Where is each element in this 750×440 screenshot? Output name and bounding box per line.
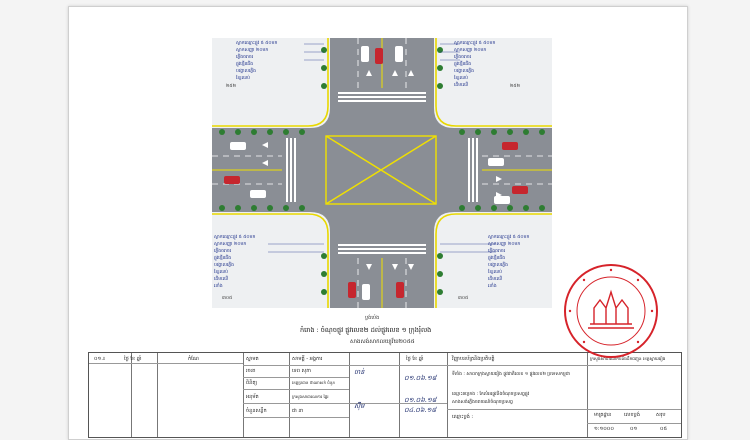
callout: ខ្សែឈប់ [236,76,250,81]
project-line: ឈ្មោះគម្រោង : កែលំអរផ្លូវនិងចំណុចប្រសព្វផ្លូវ [452,392,530,397]
date-entry: ០៤.០៦.១៨ [404,406,437,414]
project-line: ទីតាំង : សាលាក្រុងស្វាយរៀង ផ្លូវជាតិលេខ ១ ផ្លូវលេខ២ ប្រទេសកម្ពុជា [452,372,571,377]
role-label: ពិនិត្យ [246,380,258,386]
drawing-subtitle: សាងសង់សាកលយ្យុវ័យ២០៥៥ [350,339,415,345]
role-label: ចំនួនសន្លឹក [246,408,267,414]
callout: ដើមឈើ [214,277,229,282]
callout-list-bottom-right [488,234,529,290]
callout: ស្លាកសញ្ញា ២០មក [214,242,247,247]
sheet-no-label: លេខប្លង់ [624,412,640,418]
callout: ស្លាកសញ្ញា ២០មក [236,48,269,53]
project-header: វិញ្ញាបនប័ត្រនិងប្រតិបត្តិ [452,356,495,362]
role-label: រចនា [246,368,256,374]
callout-list-top-left [236,40,277,82]
project-line: សាងសង់ភ្លើងចរាចរណ៍ចំណុចប្រសព្វ [452,400,513,405]
name-entry: ខេត្តប្រធាន ថាណាសក់ ចំនួន [292,380,335,385]
callout: ស្លាកឈ្មោះផ្លូវ ៥ ៥០មក [236,41,278,46]
signature-1: ចាន់ [354,368,365,376]
callout: ស្លាកសញ្ញា ២០មក [488,242,521,247]
callout-list-bottom-left [214,234,255,290]
callout: បង្គោលភ្លើង [214,263,234,268]
callout: ផ្លូវថ្មើរជើង [236,62,254,67]
client-name: ក្រសួងសាធារណការនិងដឹកជញ្ជូន ខេត្តស្វាយរៀង [590,356,666,361]
callout: ដើមឈើ [488,277,503,282]
callout: ផ្លូវថ្មើរជើង [214,256,232,261]
callout: បង្គោលភ្លើង [488,263,508,268]
callout: រនាំង [214,284,223,289]
callout: ភ្លើងចរាចរ [454,55,472,60]
callout: រនាំង [488,284,497,289]
zebra-crossing-left [286,138,296,202]
role-label: ស្នាមត [246,356,259,362]
rev-no-header: ០១.៖ [94,356,106,362]
callout: ភ្លើងចរាចរ [236,55,254,60]
callout: ខ្សែឈប់ [214,270,228,275]
date-entry: ០១.០៦.១៨ [404,374,437,382]
zebra-crossing-bottom [338,244,426,254]
official-stamp [562,262,660,360]
street-label: ៣០៥ [458,296,469,301]
callout: បង្គោលភ្លើង [454,69,474,74]
revision-no-column [89,353,132,437]
title-block [88,352,682,438]
callout: ភ្លើងចរាចរ [488,249,506,254]
total-label: សរុប [656,412,666,418]
revision-desc-column [157,353,244,437]
revision-date-column [131,353,158,437]
callout-list-top-right [454,40,495,89]
rev-date-header: ថ្ងៃ ខែ ឆ្នាំ [124,356,142,362]
signature-2: ស៊ុីម [354,402,365,410]
total-value: ០៥ [660,426,668,432]
scale-label: មាត្រដ្ឋាន [594,412,612,418]
callout: ខ្សែឈប់ [454,76,468,81]
callout: ស្លាកឈ្មោះផ្លូវ ៥ ៥០មក [454,41,496,46]
name-entry: ទេព សុភា [292,368,312,374]
callout: ស្លាកឈ្មោះផ្លូវ ៥ ៥០មក [488,235,530,240]
rev-desc-header: កំណែ [188,356,199,362]
scale-value: ១:១០០០ [594,426,614,432]
callout: ផ្លូវថ្មើរជើង [488,256,506,261]
sheet-no-value: ០១ [630,426,638,432]
name-entry: សាមគ្គី - អង្គការ [292,356,323,362]
callout: ដើមឈើ [454,83,469,88]
callout: បង្គោលភ្លើង [236,69,256,74]
drawing-title: កំរោង : ចំណុចផ្លូវ ផ្លូវលេខ២ ដល់ផ្លូវលេខ ១ ក្រុងរុំលង [300,326,432,334]
callout: ខ្សែឈប់ [488,270,502,275]
name-entry: ក្រសួងសាធារណការ ផ្ទៃរ [292,394,329,399]
date-header: ថ្ងៃ ខែ ឆ្នាំ [406,356,424,362]
name-entry: ជា នា [292,408,304,414]
zebra-crossing-top [338,92,426,102]
street-label: ២៥២ [510,84,520,89]
callout: ផ្លូវថ្មើរជើង [454,62,472,67]
callout: ស្លាកសញ្ញា ២០មក [454,48,487,53]
north-label: ប្លង់ប៉េង [365,315,380,321]
sheet-name-label: ឈ្មោះប្លង់ : [452,414,474,420]
callout: ភ្លើងចរាចរ [214,249,232,254]
callout: ស្លាកឈ្មោះផ្លូវ ៥ ៥០មក [214,235,256,240]
date-entry: ០១.០៦.១៨ [404,396,437,404]
street-label: ៣០៥ [222,296,233,301]
role-label: អនុម័ត [246,394,259,400]
street-label: ២៥២ [226,84,236,89]
zebra-crossing-right [468,138,478,202]
